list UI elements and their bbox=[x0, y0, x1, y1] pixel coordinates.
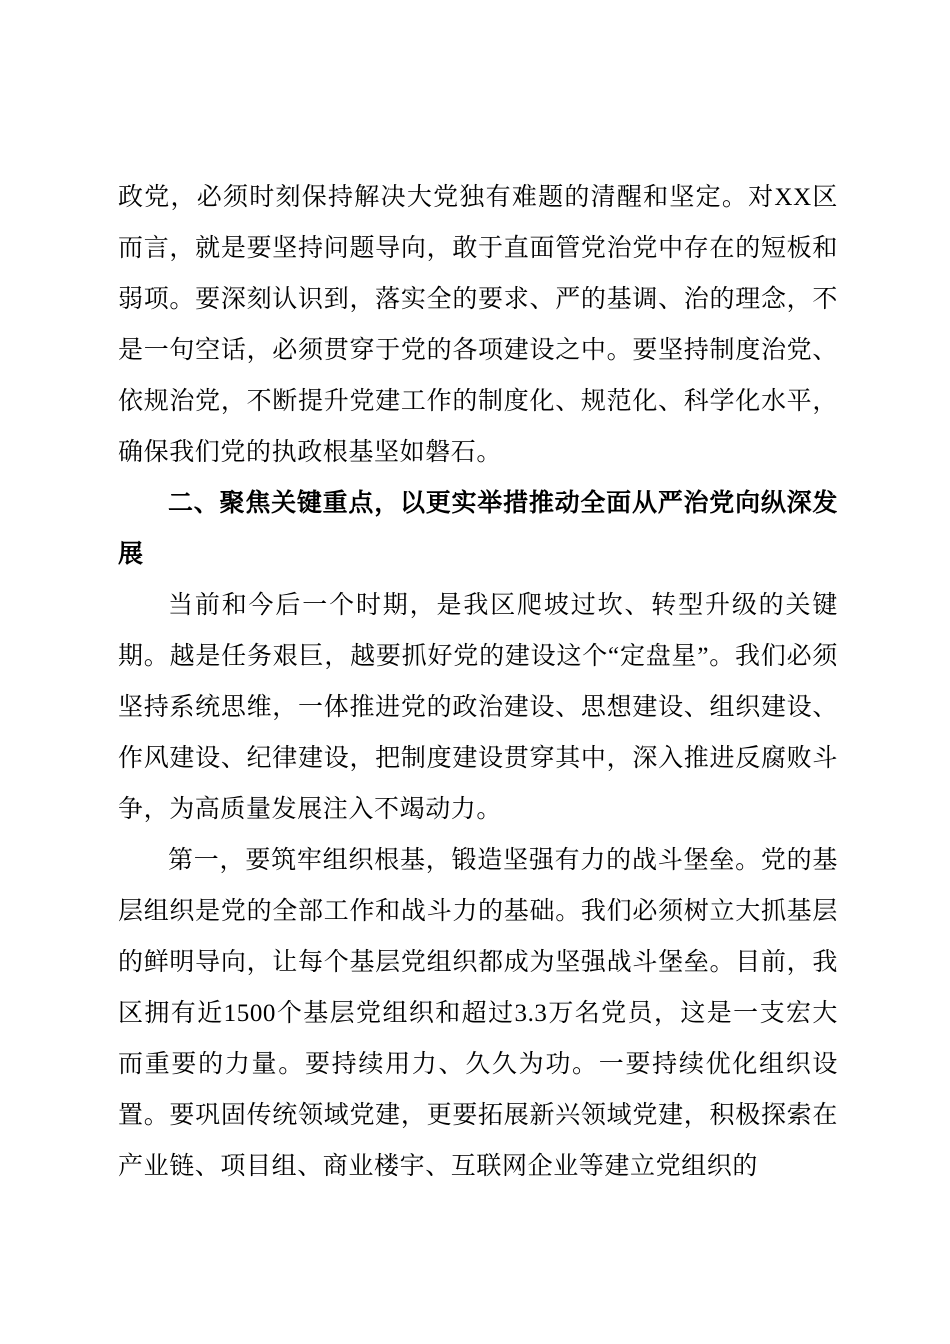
paragraph: 政党，必须时刻保持解决大党独有难题的清醒和坚定。对XX区而言，就是要坚持问题导向，敢于直面管党治党中存在的短板和弱项。要深刻认识到，落实全的要求、严的基调、治的理念，不是一句空话，必须贯穿于党的各项建设之中。要坚持制度治党、依规治党，不断提升党建工作的制度化、规范化、科学化水平，确保我们党的执政根基坚如磐石。 bbox=[118, 184, 838, 466]
paragraph: 当前和今后一个时期，是我区爬坡过坎、转型升级的关键期。越是任务艰巨，越要抓好党的建设这个“定盘星”。我们必须坚持系统思维，一体推进党的政治建设、思想建设、组织建设、作风建设、纪律建设，把制度建设贯穿其中，深入推进反腐败斗争，为高质量发展注入不竭动力。 bbox=[118, 592, 838, 823]
document-body bbox=[118, 172, 838, 1192]
section-heading: 二、聚焦关键重点，以更实举措推动全面从严治党向纵深发展 bbox=[118, 490, 838, 568]
paragraph: 第一，要筑牢组织根基，锻造坚强有力的战斗堡垒。党的基层组织是党的全部工作和战斗力的基础。我们必须树立大抓基层的鲜明导向，让每个基层党组织都成为坚强战斗堡垒。目前，我区拥有近1500个基层党组织和超过3.3万名党员，这是一支宏大而重要的力量。要持续用力、久久为功。一要持续优化组织设置。要巩固传统领域党建，更要拓展新兴领域党建，积极探索在产业链、项目组、商业楼宇、互联网企业等建立党组织的 bbox=[118, 847, 838, 1180]
